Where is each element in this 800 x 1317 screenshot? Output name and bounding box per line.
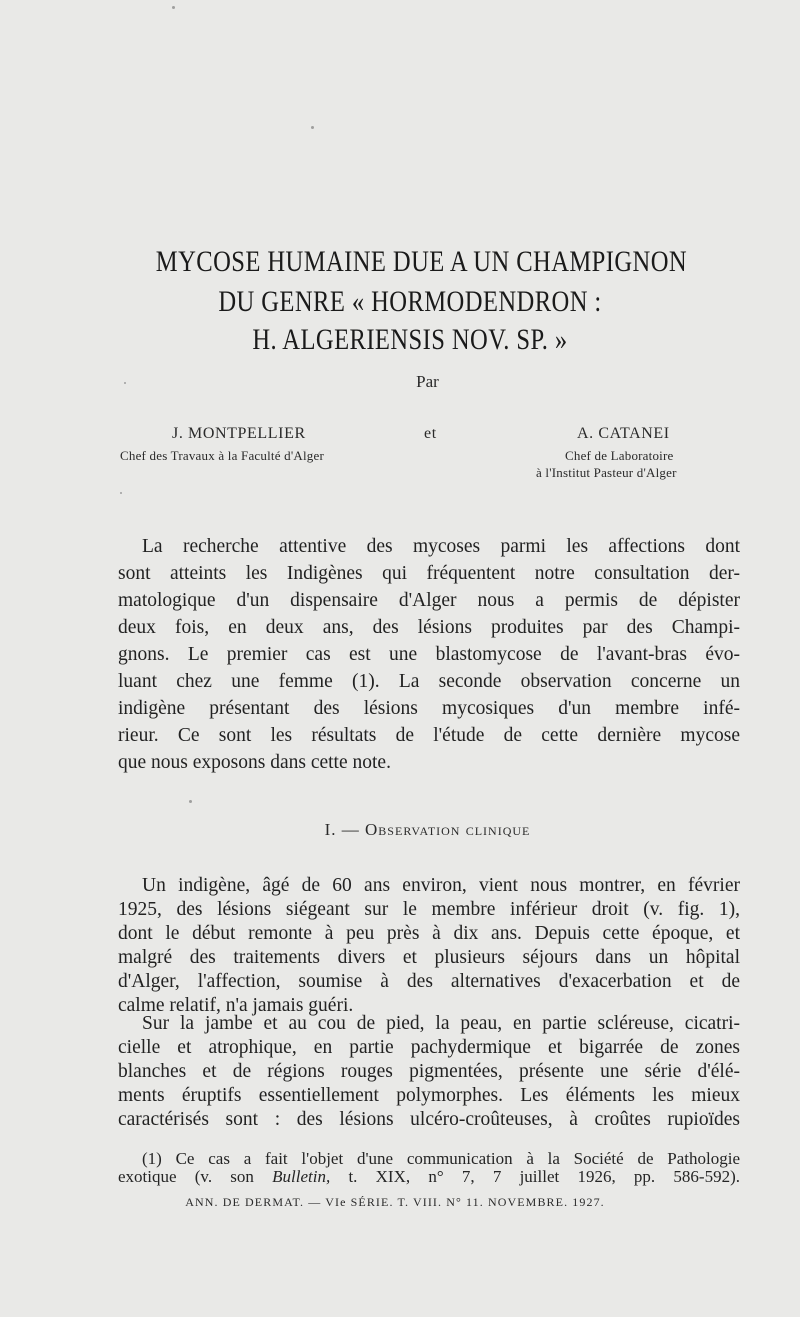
intro-line: sont atteints les Indigènes qui fréquentent notre consultation der- [118, 563, 740, 584]
footnote-line [118, 1168, 740, 1185]
observation-line: blanches et de régions rouges pigmentées, présente une série d'élé- [118, 1061, 740, 1082]
observation-line: 1925, des lésions siégeant sur le membre inférieur droit (v. fig. 1), [118, 899, 740, 920]
title-line-1: MYCOSE HUMAINE DUE A UN CHAMPIGNON [155, 245, 688, 278]
intro-line: gnons. Le premier cas est une blastomycose de l'avant-bras évo- [118, 644, 740, 665]
observation-line: ments éruptifs essentiellement polymorphes. Les éléments les mieux [118, 1085, 740, 1106]
scan-speck [311, 126, 314, 129]
intro-line: indigène présentant des lésions mycosiques d'un membre infé- [118, 698, 740, 719]
footnote-prefix: exotique (v. son [118, 1167, 273, 1186]
footnote-line: (1) Ce cas a fait l'objet d'une communication à la Société de Pathologie [142, 1149, 740, 1168]
observation-line: malgré des traitements divers et plusieurs séjours dans un hôpital [118, 947, 740, 968]
intro-line: matologique d'un dispensaire d'Alger nous a permis de dépister [118, 590, 740, 611]
title-line-3: H. ALGERIENSIS NOV. SP. » [252, 323, 568, 356]
observation-line: d'Alger, l'affection, soumise à des alternatives d'exacerbation et de [118, 971, 740, 992]
author-2-affiliation-line-1: Chef de Laboratoire [565, 448, 674, 463]
intro-line: rieur. Ce sont les résultats de l'étude de cette dernière mycose [118, 725, 740, 746]
section-title: Observation clinique [365, 820, 531, 839]
scan-speck [120, 492, 122, 494]
author-1-name: J. MONTPELLIER [172, 425, 306, 442]
scan-speck [124, 382, 126, 384]
footnote-suffix: t. XIX, n° 7, 7 juillet 1926, pp. 586-592). [330, 1167, 740, 1186]
scan-speck [189, 800, 192, 803]
intro-line: luant chez une femme (1). La seconde observation concerne un [118, 671, 740, 692]
section-number: I. — [324, 820, 360, 839]
observation-line: cielle et atrophique, en partie pachydermique et bigarrée de zones [118, 1037, 740, 1058]
observation-line: Un indigène, âgé de 60 ans environ, vient nous montrer, en février [142, 875, 740, 896]
intro-line: deux fois, en deux ans, des lésions produites par des Champi- [118, 617, 740, 638]
intro-line: La recherche attentive des mycoses parmi les affections dont [142, 536, 740, 557]
observation-line: calme relatif, n'a jamais guéri. [118, 995, 354, 1016]
footnote-journal: Bulletin, [272, 1167, 331, 1186]
observation-line: Sur la jambe et au cou de pied, la peau, en partie scléreuse, cicatri- [142, 1013, 740, 1034]
byline-par: Par [416, 372, 439, 391]
author-2-affiliation-line-2: à l'Institut Pasteur d'Alger [536, 465, 677, 480]
running-footer: ANN. DE DERMAT. — VIe SÉRIE. T. VIII. N° 11. NOVEMBRE. 1927. [185, 1195, 605, 1209]
author-conjunction: et [424, 425, 437, 442]
author-2-name: A. CATANEI [577, 425, 670, 442]
scan-speck [172, 6, 175, 9]
section-heading [0, 820, 800, 840]
observation-line: dont le début remonte à peu près à dix ans. Depuis cette époque, et [118, 923, 740, 944]
title-line-2: DU GENRE « HORMODENDRON : [218, 285, 602, 318]
observation-line: caractérisés sont : des lésions ulcéro-croûteuses, à croûtes rupioïdes [118, 1109, 740, 1130]
author-1-affiliation: Chef des Travaux à la Faculté d'Alger [120, 448, 324, 463]
intro-line: que nous exposons dans cette note. [118, 752, 391, 773]
